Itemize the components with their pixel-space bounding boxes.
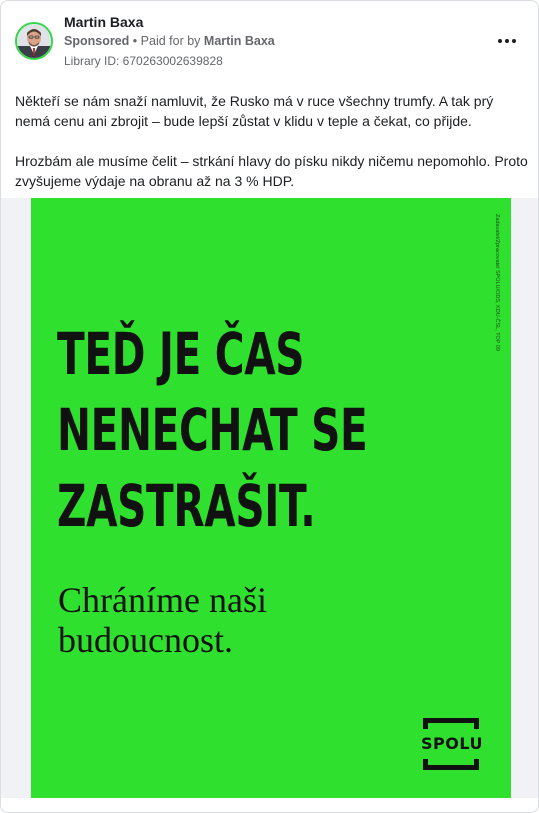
logo-text: SPOLU <box>421 734 483 753</box>
logo-bracket-bottom <box>423 759 479 770</box>
paid-for-prefix: Paid for by <box>140 34 201 48</box>
paid-for-name[interactable]: Martin Baxa <box>203 34 275 48</box>
headline-line: ZASTRAŠIT. <box>57 472 316 540</box>
library-id: Library ID: 670263002639828 <box>64 54 223 68</box>
advertiser-name[interactable]: Martin Baxa <box>64 14 144 30</box>
subline-line: Chráníme naši <box>58 580 267 620</box>
avatar-portrait <box>17 24 51 58</box>
headline-line: NENECHAT SE <box>57 396 368 464</box>
ad-media[interactable] <box>1 198 539 798</box>
advertiser-avatar[interactable] <box>15 22 53 60</box>
creative-subline <box>58 580 267 660</box>
more-options-icon[interactable] <box>494 31 520 51</box>
body-paragraph: Někteří se nám snaží namluvit, že Rusko má v ruce všechny trumfy. A tak prý nemá cenu ani zbrojit – bude lepší zůstat v klidu v teple a čekat, co přijde. <box>15 93 494 129</box>
creative-disclaimer: Zadavatel/Zpracovatel SPOLU/ODS, KDU-ČSL, TOP 09 <box>494 214 500 351</box>
ad-creative-image[interactable] <box>31 198 511 798</box>
spolu-logo <box>417 718 487 770</box>
ad-body-text <box>15 91 530 211</box>
headline-line: TEĎ JE ČAS <box>57 320 305 388</box>
subline-line: budoucnost. <box>58 620 233 660</box>
sponsored-label: Sponsored <box>64 34 130 48</box>
logo-bracket-top <box>423 718 479 729</box>
sponsored-line <box>64 34 275 48</box>
meta-bullet: • <box>132 34 138 48</box>
creative-headline <box>57 316 367 544</box>
body-paragraph: Hrozbám ale musíme čelit – strkání hlavy do písku nikdy ničemu nepomohlo. Proto zvyšujeme výdaje na obranu až na 3 % HDP. <box>15 153 528 189</box>
